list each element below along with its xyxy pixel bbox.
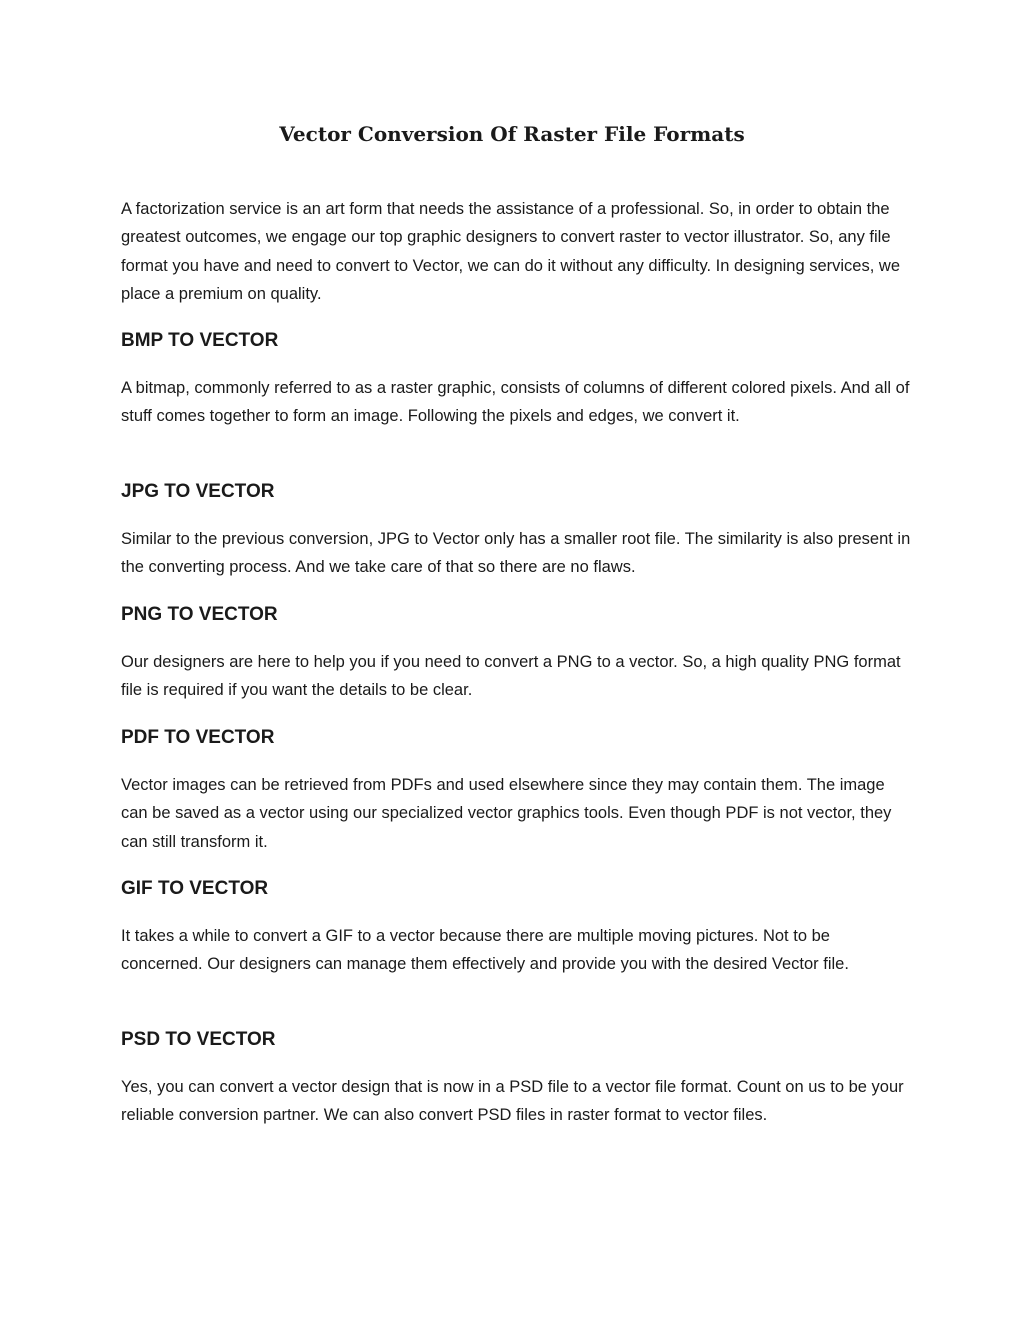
- section-body-pdf: Vector images can be retrieved from PDFs and used elsewhere since they may contain them. The image can be saved as a vector using our specialized vector graphics tools. Even though PDF is not vector, they can still transform it.: [121, 776, 892, 851]
- section-body-gif: It takes a while to convert a GIF to a vector because there are multiple moving pictures. Not to be concerned. Our designers can manage them effectively and provide you with the desired Vector file.: [121, 927, 849, 974]
- section-body-psd: Yes, you can convert a vector design that is now in a PSD file to a vector file format. Count on us to be your reliable conversion partner. We can also convert PSD files in raster format to vector files.: [121, 1078, 904, 1125]
- section-body-png: Our designers are here to help you if you need to convert a PNG to a vector. So, a high quality PNG format file is required if you want the details to be clear.: [121, 653, 901, 700]
- section-heading-bmp: BMP TO VECTOR: [121, 330, 279, 351]
- section-heading-gif: GIF TO VECTOR: [121, 878, 269, 899]
- intro-paragraph: A factorization service is an art form that needs the assistance of a professional. So, in order to obtain the greatest outcomes, we engage our top graphic designers to convert raster to vector illustrator. So, any file format you have and need to convert to Vector, we can do it without any difficulty. In designing services, we place a premium on quality.: [121, 200, 900, 303]
- section-heading-psd: PSD TO VECTOR: [121, 1029, 276, 1050]
- section-heading-jpg: JPG TO VECTOR: [121, 481, 275, 502]
- page-title: Vector Conversion Of Raster File Formats: [279, 122, 745, 146]
- section-body-bmp: A bitmap, commonly referred to as a raster graphic, consists of columns of different colored pixels. And all of stuff comes together to form an image. Following the pixels and edges, we convert it.: [121, 379, 910, 426]
- section-heading-pdf: PDF TO VECTOR: [121, 727, 275, 748]
- section-body-jpg: Similar to the previous conversion, JPG to Vector only has a smaller root file. The similarity is also present in the converting process. And we take care of that so there are no flaws.: [121, 530, 911, 577]
- section-heading-png: PNG TO VECTOR: [121, 604, 278, 625]
